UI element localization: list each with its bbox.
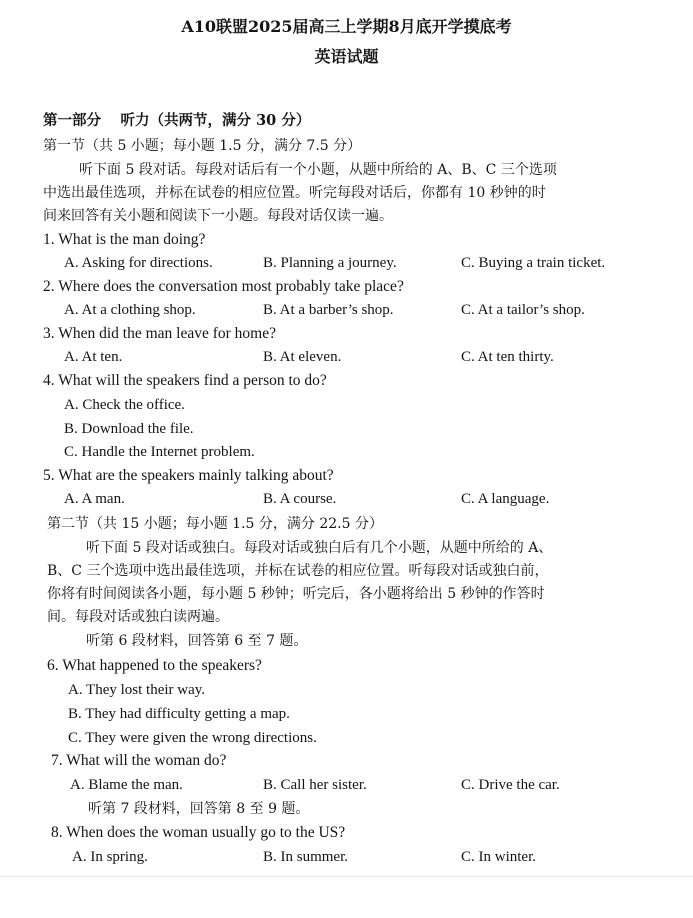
section1-instruction-line: 间来回答有关小题和阅读下一小题。每段对话仅读一遍。 (43, 208, 393, 224)
q4-option-b: B. Download the file. (64, 421, 194, 437)
exam-subtitle: 英语试题 (314, 47, 379, 66)
section1-instruction-line: 听下面 5 段对话。每段对话后有一个小题，从题中所给的 A、B、C 三个选项 (79, 162, 557, 178)
section1-heading: 第一节（共 5 小题；每小题 1.5 分，满分 7.5 分） (43, 138, 362, 154)
question-1: 1. What is the man doing? (43, 231, 206, 248)
section2-instruction-line: 间。每段对话或独白读两遍。 (47, 609, 229, 625)
section1-instruction-line: 中选出最佳选项，并标在试卷的相应位置。听完每段对话后，你都有 10 秒钟的时 (43, 185, 546, 201)
q7-option-a: A. Blame the man. (70, 777, 183, 793)
q2-option-a: A. At a clothing shop. (64, 302, 196, 318)
q5-option-c: C. A language. (461, 491, 550, 507)
q6-option-a: A. They lost their way. (68, 682, 206, 698)
q8-option-c: C. In winter. (461, 849, 536, 865)
part1-heading: 第一部分 听力（共两节，满分 30 分） (43, 112, 311, 129)
page-bottom-divider (0, 876, 693, 877)
q7-option-b: B. Call her sister. (263, 777, 367, 793)
question-7: 7. What will the woman do? (51, 752, 227, 769)
question-6: 6. What happened to the speakers? (47, 657, 262, 674)
question-5: 5. What are the speakers mainly talking about? (43, 467, 334, 484)
section2-instruction-line: 你将有时间阅读各小题，每小题 5 秒钟；听完后，各小题将给出 5 秒钟的作答时 (47, 586, 545, 602)
q3-option-a: A. At ten. (64, 349, 123, 365)
question-2: 2. Where does the conversation most probably take place? (43, 278, 404, 295)
question-3: 3. When did the man leave for home? (43, 325, 276, 342)
q1-option-c: C. Buying a train ticket. (461, 255, 606, 271)
section2-heading: 第二节（共 15 小题；每小题 1.5 分，满分 22.5 分） (47, 516, 383, 532)
material-6-note: 听第 6 段材料，回答第 6 至 7 题。 (86, 633, 308, 649)
q5-option-a: A. A man. (64, 491, 125, 507)
question-4: 4. What will the speakers find a person to do? (43, 372, 327, 389)
exam-title: A10联盟2025届高三上学期8月底开学摸底考 (181, 17, 512, 36)
q8-option-a: A. In spring. (72, 849, 148, 865)
material-7-note: 听第 7 段材料，回答第 8 至 9 题。 (88, 801, 310, 817)
q2-option-c: C. At a tailor’s shop. (461, 302, 585, 318)
q2-option-b: B. At a barber’s shop. (263, 302, 394, 318)
question-8: 8. When does the woman usually go to the US? (51, 824, 346, 841)
section2-instruction-line: B、C 三个选项中选出最佳选项，并标在试卷的相应位置。听每段对话或独白前， (47, 563, 549, 579)
q6-option-c: C. They were given the wrong directions. (68, 730, 317, 746)
q1-option-b: B. Planning a journey. (263, 255, 397, 271)
q3-option-c: C. At ten thirty. (461, 349, 554, 365)
q8-option-b: B. In summer. (263, 849, 348, 865)
q3-option-b: B. At eleven. (263, 349, 342, 365)
q6-option-b: B. They had difficulty getting a map. (68, 706, 290, 722)
q4-option-c: C. Handle the Internet problem. (64, 444, 255, 460)
q1-option-a: A. Asking for directions. (64, 255, 213, 271)
q7-option-c: C. Drive the car. (461, 777, 560, 793)
q5-option-b: B. A course. (263, 491, 337, 507)
q4-option-a: A. Check the office. (64, 397, 185, 413)
section2-instruction-line: 听下面 5 段对话或独白。每段对话或独白后有几个小题，从题中所给的 A、 (86, 540, 553, 556)
